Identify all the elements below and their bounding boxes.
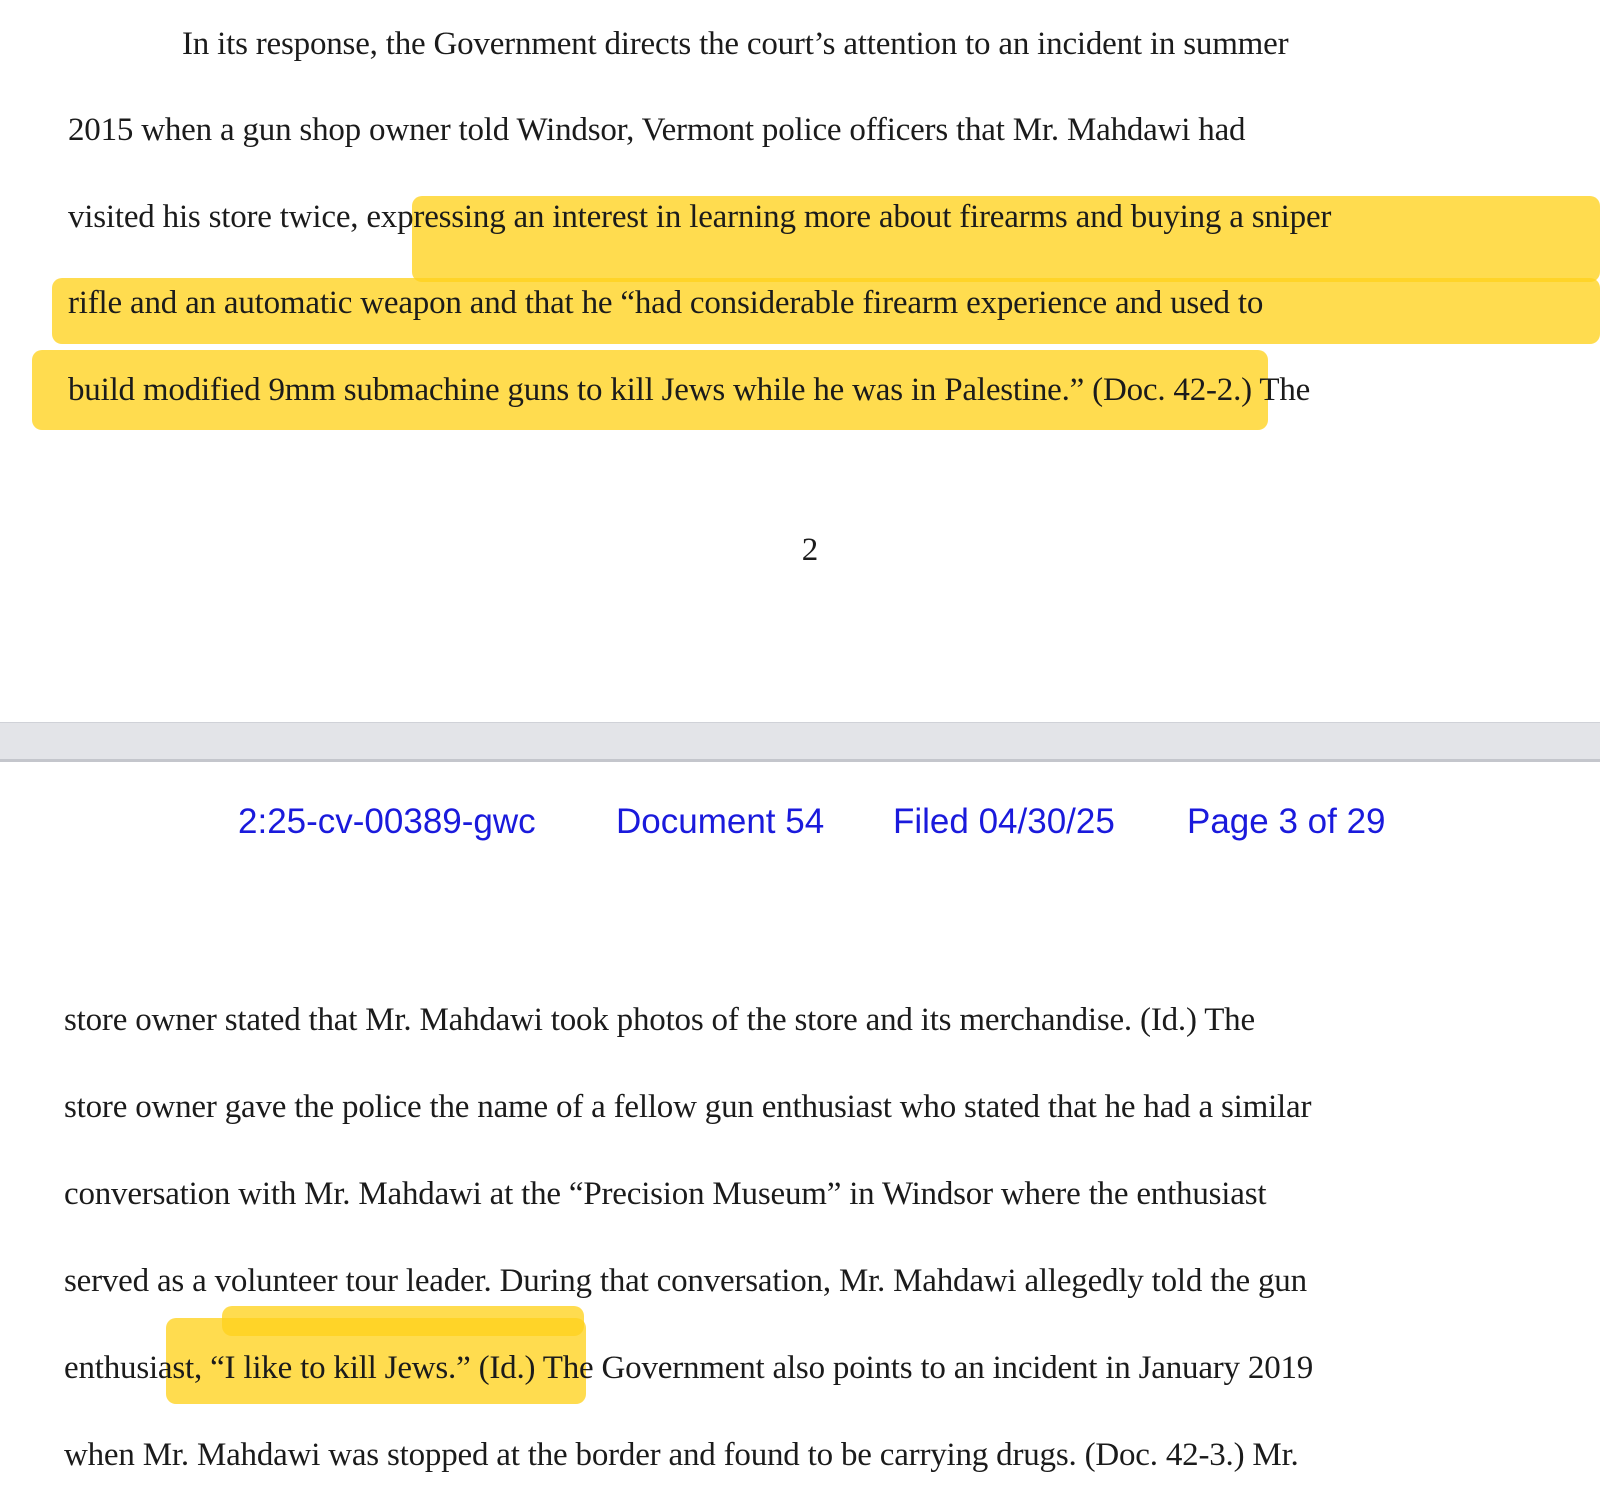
body-text-line: 2015 when a gun shop owner told Windsor, Vermont police officers that Mr. Mahdawi had xyxy=(68,112,1246,148)
body-text-line: In its response, the Government directs the court’s attention to an incident in summer xyxy=(182,26,1289,62)
case-number-stamp: 2:25-cv-00389-gwc xyxy=(238,802,536,841)
page-count-stamp: Page 3 of 29 xyxy=(1187,802,1386,841)
body-text-line: store owner gave the police the name of a fellow gun enthusiast who stated that he had a similar xyxy=(64,1089,1312,1125)
body-text-line: build modified 9mm submachine guns to kill Jews while he was in Palestine.” (Doc. 42-2.) The xyxy=(68,372,1311,408)
filed-date-stamp: Filed 04/30/25 xyxy=(893,802,1115,841)
body-text-line: when Mr. Mahdawi was stopped at the border and found to be carrying drugs. (Doc. 42-3.) Mr. xyxy=(64,1437,1299,1473)
page-number: 2 xyxy=(801,532,819,568)
body-text-line: conversation with Mr. Mahdawi at the “Precision Museum” in Windsor where the enthusiast xyxy=(64,1176,1267,1212)
body-text-line: served as a volunteer tour leader. During that conversation, Mr. Mahdawi allegedly told the gun xyxy=(64,1263,1307,1299)
body-text-line: rifle and an automatic weapon and that he “had considerable firearm experience and used to xyxy=(68,285,1264,321)
body-text-line: store owner stated that Mr. Mahdawi took photos of the store and its merchandise. (Id.) The xyxy=(64,1002,1255,1038)
document-number-stamp: Document 54 xyxy=(616,802,825,841)
highlight-mark xyxy=(222,1306,584,1336)
body-text-line: enthusiast, “I like to kill Jews.” (Id.) The Government also points to an incident in January 2019 xyxy=(64,1350,1314,1386)
body-text-line: visited his store twice, expressing an interest in learning more about firearms and buying a sniper xyxy=(68,199,1332,235)
page-separator xyxy=(0,722,1600,762)
